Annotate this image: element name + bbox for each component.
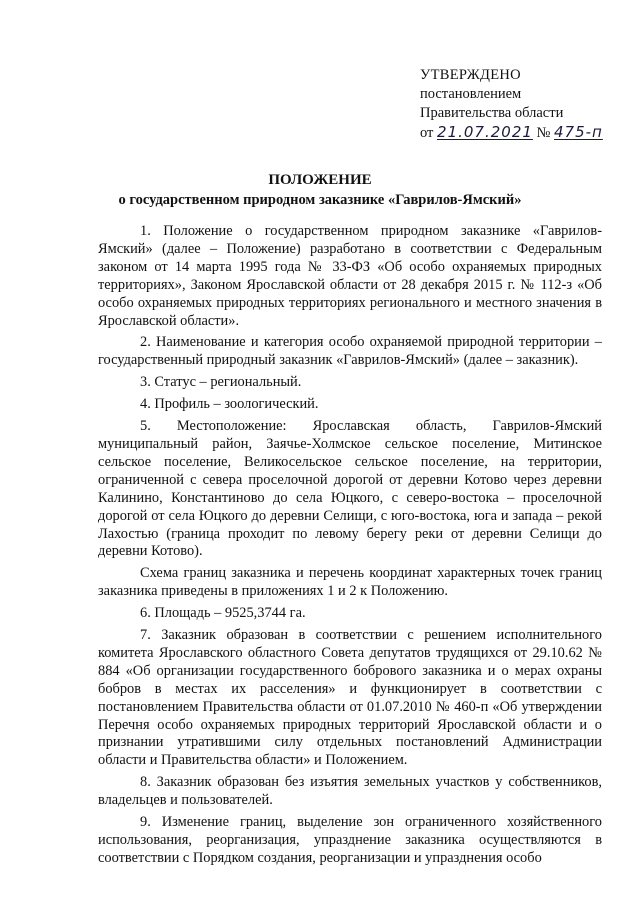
approval-date-line [420, 123, 635, 143]
document-title: ПОЛОЖЕНИЕ [268, 172, 372, 188]
paragraph-5-schema: Схема границ заказника и перечень координат характерных точек границ заказника приведены в приложениях 1 и 2 к Положению. [98, 565, 602, 600]
handwritten-date: 21.07.2021 [437, 123, 533, 141]
approval-line1: УТВЕРЖДЕНО [420, 67, 521, 83]
document-subtitle: о государственном природном заказнике «Гаврилов-Ямский» [118, 192, 522, 208]
approval-stamp [420, 66, 635, 143]
paragraph-1: 1. Положение о государственном природном заказнике «Гаврилов-Ямский» (далее – Положение) разработано в соответствии с Федеральным законом от 14 марта 1995 года № 33-ФЗ «Об особо охраняемых природных территориях», Законом Ярославской области от 28 декабря 2015 г. № 112-з «Об особо охраняемых природных территориях регионального и местного значения в Ярославской области». [98, 223, 602, 329]
paragraph-3: 3. Статус – региональный. [140, 374, 302, 391]
from-prefix: от [420, 125, 434, 141]
approval-line2: постановлением [420, 86, 522, 102]
paragraph-2: 2. Наименование и категория особо охраняемой природной территории – государственный природный заказник «Гаврилов-Ямский» (далее – заказник). [98, 334, 602, 369]
paragraph-7: 7. Заказник образован в соответствии с решением исполнительного комитета Ярославского областного Совета депутатов трудящихся от 29.10.62 № 884 «Об организации государственного бобрового заказника и о мерах охраны бобров в местах их расселения» и функционирует в соответствии с постановлением Правительства области от 01.07.2010 № 460-п «Об утверждении Перечня особо охраняемых природных территорий Ярославской области и о признании утратившими силу отдельных постановлений Администрации области и Правительства области» и Положением. [98, 627, 602, 769]
paragraph-5: 5. Местоположение: Ярославская область, Гаврилов-Ямский муниципальный район, Заячье-Холмское сельское поселение, Митинское сельское поселение, Великосельское сельское поселение, на территории, ограниченной с севера проселочной дорогой от деревни Котово через деревни Калинино, Константиново до села Юцкого, с северо-востока – проселочной дорогой от села Юцкого до деревни Селищи, с юго-востока, юга и запада – рекой Лахостью (граница проходит по левому берегу реки от деревни Селищи до деревни Котово). [98, 418, 602, 560]
handwritten-number: 475-п [554, 123, 603, 141]
paragraph-4: 4. Профиль – зоологический. [140, 396, 319, 413]
paragraph-9: 9. Изменение границ, выделение зон ограниченного хозяйственного использования, реорганизация, упразднение заказника осуществляются в соответствии с Порядком создания, реорганизации и упразднения особо [98, 814, 602, 866]
paragraph-8: 8. Заказник образован без изъятия земельных участков у собственников, владельцев и пользователей. [98, 774, 602, 809]
document-body [98, 223, 602, 872]
approval-line3: Правительства области [420, 105, 564, 121]
paragraph-6: 6. Площадь – 9525,3744 га. [140, 605, 306, 622]
number-prefix: № [536, 125, 551, 141]
